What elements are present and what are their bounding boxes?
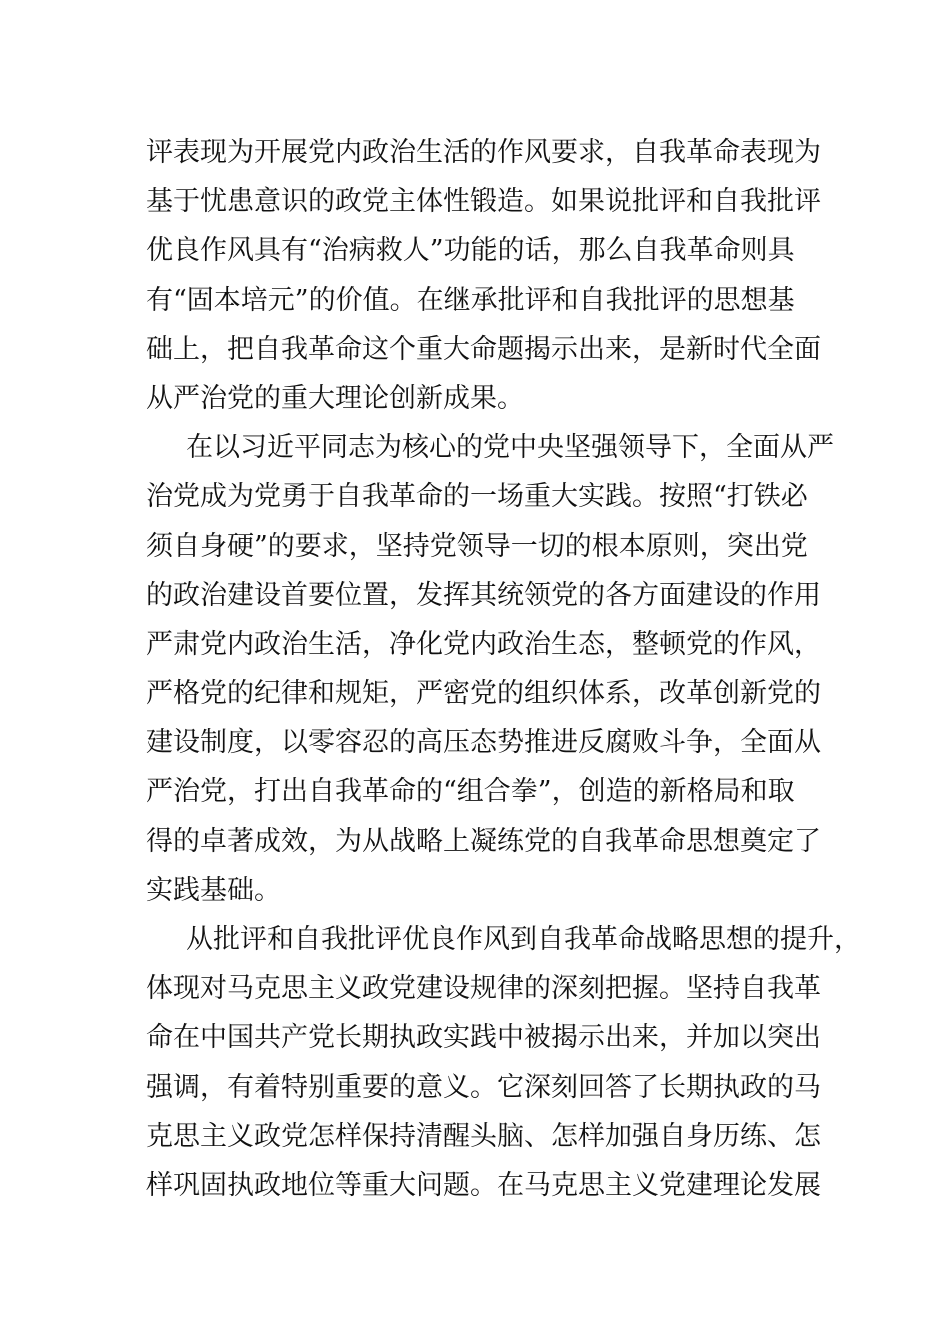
text-line: 严格党的纪律和规矩，严密党的组织体系，改革创新党的 bbox=[146, 678, 821, 710]
paragraph-2 bbox=[146, 423, 834, 915]
text-line: 样巩固执政地位等重大问题。在马克思主义党建理论发展 bbox=[146, 1169, 821, 1201]
text-line: 严肃党内政治生活，净化党内政治生态，整顿党的作风， bbox=[146, 628, 821, 660]
text-line: 实践基础。 bbox=[146, 874, 281, 906]
text-line: 从严治党的重大理论创新成果。 bbox=[146, 382, 524, 414]
text-line: 优良作风具有“治病救人”功能的话，那么自我革命则具 bbox=[146, 235, 795, 267]
text-line: 有“固本培元”的价值。在继承批评和自我批评的思想基 bbox=[146, 284, 795, 316]
text-line: 严治党，打出自我革命的“组合拳”，创造的新格局和取 bbox=[146, 776, 795, 808]
text-line: 强调，有着特别重要的意义。它深刻回答了长期执政的马 bbox=[146, 1071, 821, 1103]
text-line: 克思主义政党怎样保持清醒头脑、怎样加强自身历练、怎 bbox=[146, 1120, 821, 1152]
text-line: 的政治建设首要位置，发挥其统领党的各方面建设的作用 bbox=[146, 579, 821, 611]
text-line: 命在中国共产党长期执政实践中被揭示出来，并加以突出 bbox=[146, 1022, 821, 1054]
text-line: 得的卓著成效，为从战略上凝练党的自我革命思想奠定了 bbox=[146, 825, 821, 857]
paragraph-3 bbox=[146, 915, 861, 1210]
text-line: 治党成为党勇于自我革命的一场重大实践。按照“打铁必 bbox=[146, 481, 808, 513]
text-line: 建设制度，以零容忍的高压态势推进反腐败斗争，全面从 bbox=[146, 727, 821, 759]
text-line: 评表现为开展党内政治生活的作风要求，自我革命表现为 bbox=[146, 137, 821, 168]
body-text bbox=[146, 128, 861, 1210]
text-line: 须自身硬”的要求，坚持党领导一切的根本原则，突出党 bbox=[146, 530, 808, 562]
text-line: 基于忧患意识的政党主体性锻造。如果说批评和自我批评 bbox=[146, 186, 821, 218]
paragraph-1 bbox=[146, 128, 826, 423]
text-line: 础上，把自我革命这个重大命题揭示出来，是新时代全面 bbox=[146, 333, 821, 365]
text-line: 在以习近平同志为核心的党中央坚强领导下，全面从严 bbox=[186, 432, 834, 464]
text-line: 从批评和自我批评优良作风到自我革命战略思想的提升， bbox=[186, 924, 861, 955]
text-line: 体现对马克思主义政党建设规律的深刻把握。坚持自我革 bbox=[146, 973, 821, 1005]
